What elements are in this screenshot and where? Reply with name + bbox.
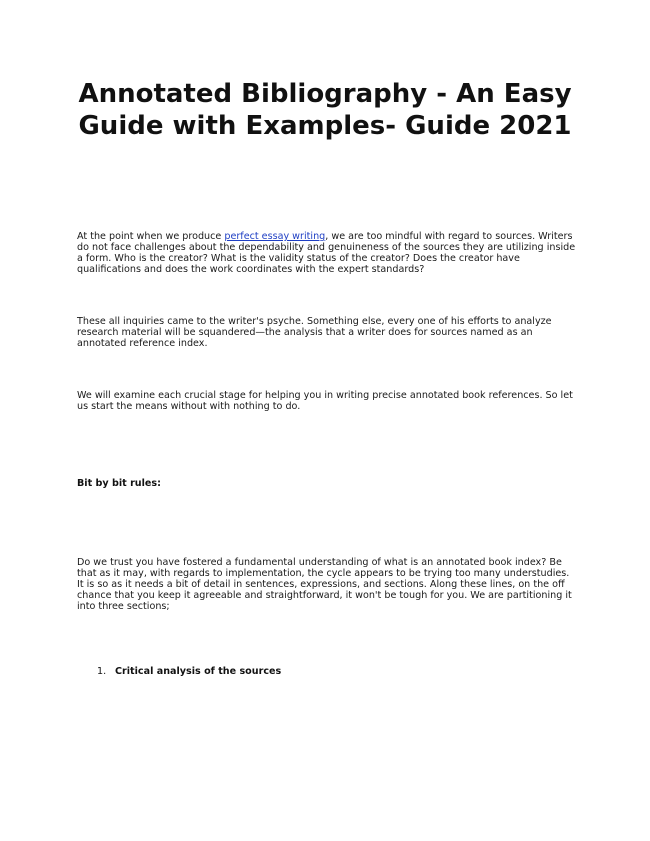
list-item-text: Critical analysis of the sources bbox=[115, 666, 282, 677]
list-item bbox=[97, 666, 281, 677]
paragraph-intro-text-start: At the point when we produce bbox=[77, 231, 225, 242]
paragraph-inquiries: These all inquiries came to the writer's psyche. Something else, every one of his efforts to analyze research material will be squandered—the analysis that a writer does for sources named as an annotated reference index. bbox=[77, 316, 552, 349]
page-title: Annotated Bibliography - An Easy Guide with Examples- Guide 2021 bbox=[78, 79, 572, 141]
perfect-essay-writing-link[interactable]: perfect essay writing bbox=[224, 231, 326, 242]
list-item-number: 1. bbox=[97, 666, 107, 677]
paragraph-intro bbox=[77, 231, 577, 275]
paragraph-understanding: Do we trust you have fostered a fundamental understanding of what is an annotated book index? Be that as it may, with regards to implementation, the cycle appears to be trying too many understudies. It is so as it needs a bit of detail in sentences, expressions, and sections. Along these lines, on the off chance that you keep it agreeable and straightforward, it won't be tough for you. We are partitioning it into three sections; bbox=[77, 557, 572, 612]
section-heading: Bit by bit rules: bbox=[77, 478, 161, 489]
paragraph-intro-text-end: , we are too mindful with regard to sources. Writers do not face challenges about the dependability and genuineness of the sources they are utilizing inside a form. Who is the creator? What is the validity status of the creator? Does the creator have qualifications and does the work coordinates with the expert standards? bbox=[77, 231, 576, 275]
paragraph-examine: We will examine each crucial stage for helping you in writing precise annotated book references. So let us start the means without with nothing to do. bbox=[77, 390, 573, 412]
